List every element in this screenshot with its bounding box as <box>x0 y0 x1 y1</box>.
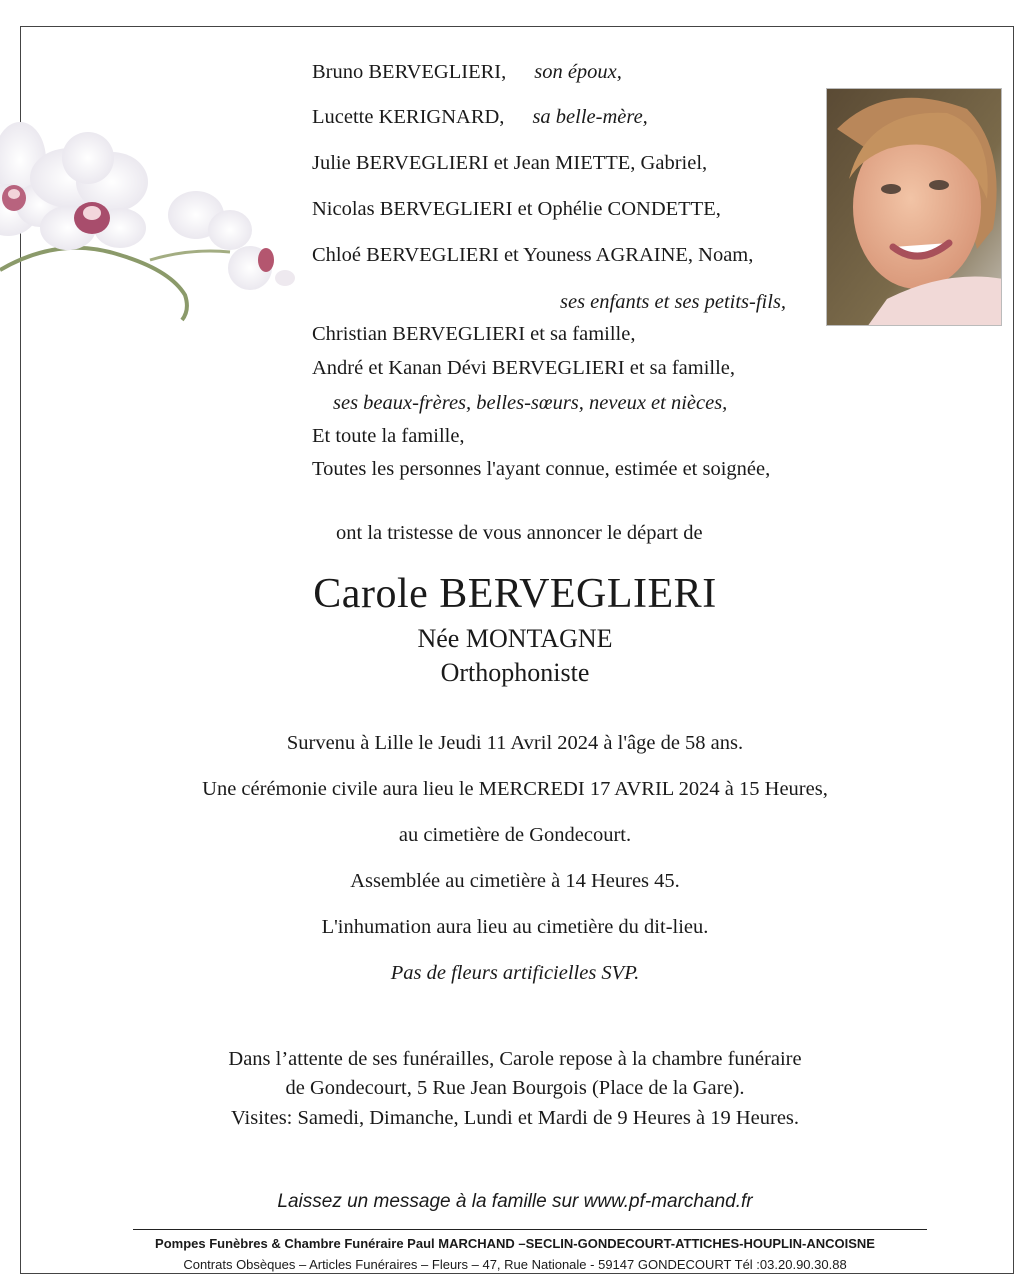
detail-burial: L'inhumation aura lieu au cimetière du dit-lieu. <box>321 916 709 938</box>
announce-text: ont la tristesse de vous annoncer le départ de <box>336 522 703 544</box>
rest-line-2: de Gondecourt, 5 Rue Jean Bourgois (Place de la Gare). <box>285 1077 745 1099</box>
footer-contact: Contrats Obsèques – Articles Funéraires – Fleurs – 47, Rue Nationale - 59147 GONDECOURT Tél :03.20.90.30.88 <box>183 1257 847 1272</box>
deceased-birth-name: Née MONTAGNE <box>417 624 613 653</box>
detail-death: Survenu à Lille le Jeudi 11 Avril 2024 à l'âge de 58 ans. <box>286 732 744 754</box>
family-line-1 <box>312 62 622 83</box>
siblings-label: ses beaux-frères, belles-sœurs, neveux et nièces, <box>333 392 728 414</box>
footer-company: Pompes Funèbres & Chambre Funéraire Paul MARCHAND –SECLIN-GONDECOURT-ATTICHES-HOUPLIN-ANCOISNE <box>155 1236 875 1251</box>
rest-line-3: Visites: Samedi, Dimanche, Lundi et Mardi de 9 Heures à 19 Heures. <box>230 1107 800 1129</box>
others-line-1: Et toute la famille, <box>312 425 465 447</box>
sibling-line-1: Christian BERVEGLIERI et sa famille, <box>312 323 636 345</box>
children-label: ses enfants et ses petits-fils, <box>560 291 787 313</box>
portrait-photo <box>826 88 1002 326</box>
family-line-2 <box>312 107 648 128</box>
deceased-name: Carole BERVEGLIERI <box>313 571 717 617</box>
deceased-profession: Orthophoniste <box>440 658 590 687</box>
detail-location: au cimetière de Gondecourt. <box>398 824 632 846</box>
family-name: Lucette KERIGNARD, <box>312 106 505 128</box>
family-name: Bruno BERVEGLIERI, <box>312 61 507 83</box>
detail-assembly: Assemblée au cimetière à 14 Heures 45. <box>350 870 680 892</box>
detail-ceremony: Une cérémonie civile aura lieu le MERCREDI 17 AVRIL 2024 à 15 Heures, <box>202 778 828 800</box>
family-relation: sa belle-mère, <box>532 106 648 128</box>
family-line-4: Nicolas BERVEGLIERI et Ophélie CONDETTE, <box>312 198 721 220</box>
website-message: Laissez un message à la famille sur www.pf-marchand.fr <box>277 1191 753 1212</box>
others-line-2: Toutes les personnes l'ayant connue, estimée et soignée, <box>312 458 771 480</box>
family-line-5: Chloé BERVEGLIERI et Youness AGRAINE, Noam, <box>312 244 754 266</box>
sibling-line-2: André et Kanan Dévi BERVEGLIERI et sa famille, <box>312 357 736 379</box>
rest-line-1: Dans l’attente de ses funérailles, Carole repose à la chambre funéraire <box>228 1048 802 1070</box>
footer-divider <box>133 1229 927 1230</box>
family-relation: son époux, <box>534 61 622 83</box>
family-line-3: Julie BERVEGLIERI et Jean MIETTE, Gabriel, <box>312 152 708 174</box>
flowers-note: Pas de fleurs artificielles SVP. <box>390 962 640 984</box>
orchid-flower-image <box>0 120 300 330</box>
